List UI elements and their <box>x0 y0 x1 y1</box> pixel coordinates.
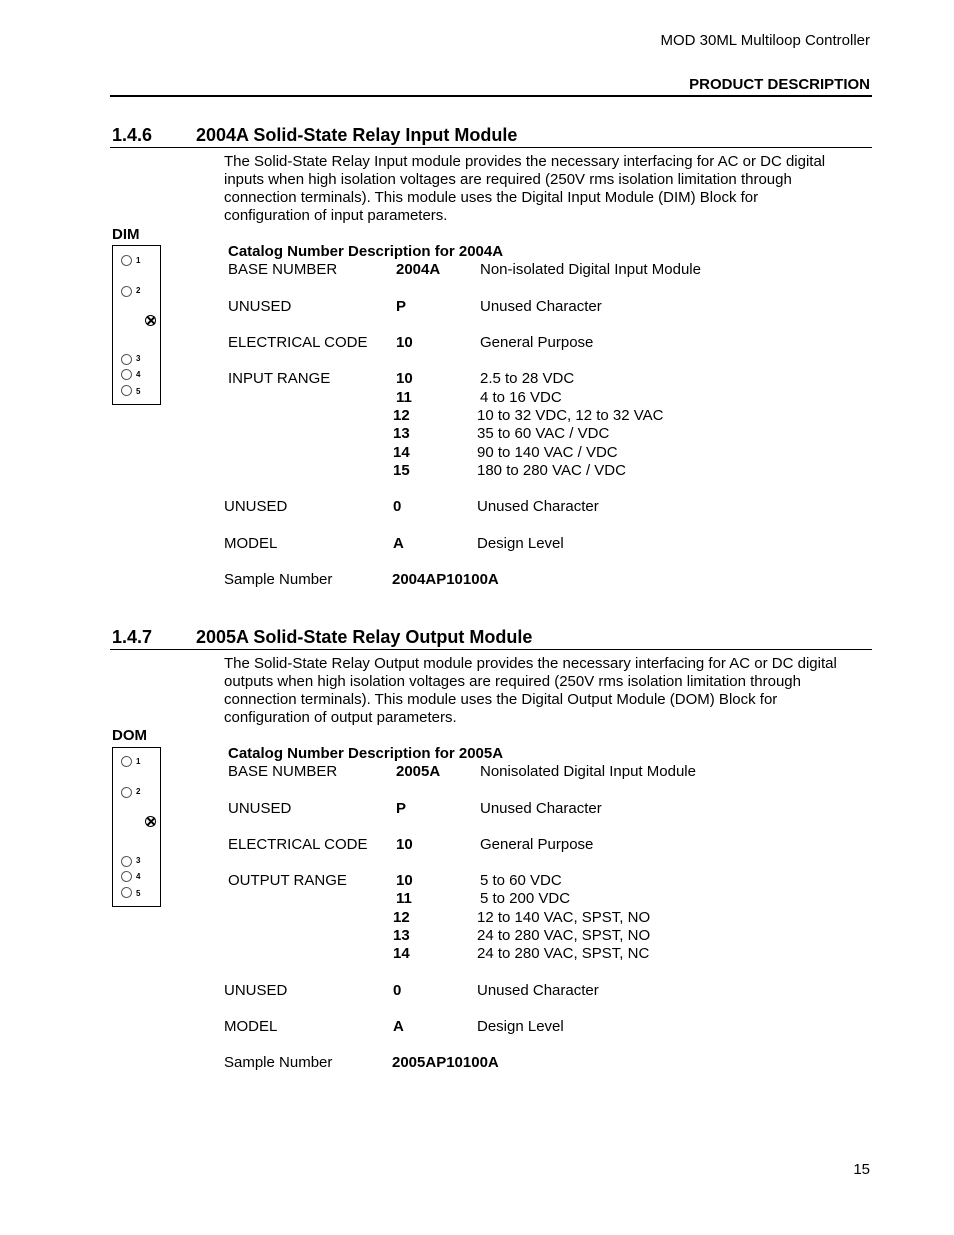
range-code: 10 <box>396 370 413 387</box>
catalog-code-base: 2005A <box>396 763 441 780</box>
catalog-code-unused: P <box>396 298 407 315</box>
page-number: 15 <box>853 1161 870 1178</box>
description-line: The Solid-State Relay Input module provides the necessary interfacing for AC or DC digital <box>224 153 826 170</box>
range-code: 11 <box>396 890 412 907</box>
range-desc: 24 to 280 VAC, SPST, NO <box>477 927 651 944</box>
description-line: connection terminals). This module uses the Digital Output Module (DOM) Block for <box>224 691 778 708</box>
catalog-label-model: MODEL <box>224 1018 278 1035</box>
terminal-number: 4 <box>136 370 141 379</box>
catalog-desc-model: Design Level <box>477 1018 564 1035</box>
sample-number-label: Sample Number <box>224 571 333 588</box>
range-desc: 5 to 60 VDC <box>480 872 562 889</box>
range-code: 14 <box>393 444 410 461</box>
range-code: 14 <box>393 945 410 962</box>
terminal-number: 1 <box>136 757 141 766</box>
terminal-circle-icon <box>121 286 132 297</box>
catalog-label-electrical: ELECTRICAL CODE <box>228 334 368 351</box>
description-line: inputs when high isolation voltages are required (250V rms isolation limitation through <box>224 171 792 188</box>
catalog-desc-electrical: General Purpose <box>480 836 594 853</box>
range-desc: 2.5 to 28 VDC <box>480 370 575 387</box>
terminal-number: 2 <box>136 787 141 796</box>
terminal-number: 2 <box>136 286 141 295</box>
terminal-diagram <box>112 245 161 405</box>
catalog-label-unused: UNUSED <box>228 298 292 315</box>
catalog-heading: Catalog Number Description for 2005A <box>228 745 504 762</box>
catalog-label-range: INPUT RANGE <box>228 370 331 387</box>
catalog-code-model: A <box>393 1018 404 1035</box>
catalog-code-unused: 0 <box>393 498 402 515</box>
document-title: MOD 30ML Multiloop Controller <box>660 32 870 49</box>
terminal-number: 1 <box>136 256 141 265</box>
terminal-number: 3 <box>136 354 141 363</box>
range-code: 12 <box>393 407 410 424</box>
description-line: configuration of output parameters. <box>224 709 457 726</box>
range-desc: 180 to 280 VAC / VDC <box>477 462 626 479</box>
catalog-desc-model: Design Level <box>477 535 564 552</box>
range-desc: 90 to 140 VAC / VDC <box>477 444 618 461</box>
range-code: 15 <box>393 462 410 479</box>
section-title: 2005A Solid-State Relay Output Module <box>196 627 533 647</box>
range-code: 10 <box>396 872 413 889</box>
catalog-label-base: BASE NUMBER <box>228 763 338 780</box>
unused-terminal-x-icon <box>145 315 156 326</box>
range-code: 12 <box>393 909 410 926</box>
description-line: The Solid-State Relay Output module provides the necessary interfacing for AC or DC digital <box>224 655 837 672</box>
description-line: outputs when high isolation voltages are required (250V rms isolation limitation through <box>224 673 801 690</box>
section-number: 1.4.7 <box>112 627 153 647</box>
module-label: DOM <box>112 727 147 744</box>
catalog-desc-unused: Unused Character <box>480 800 602 817</box>
terminal-diagram <box>112 747 161 907</box>
module-label: DIM <box>112 226 140 243</box>
terminal-circle-icon <box>121 354 132 365</box>
catalog-desc-base: Non-isolated Digital Input Module <box>480 261 701 278</box>
catalog-desc-base: Nonisolated Digital Input Module <box>480 763 696 780</box>
terminal-number: 3 <box>136 856 141 865</box>
terminal-circle-icon <box>121 887 132 898</box>
catalog-label-unused: UNUSED <box>224 982 288 999</box>
section-description <box>224 153 825 225</box>
range-desc: 10 to 32 VDC, 12 to 32 VAC <box>477 407 664 424</box>
catalog-desc-electrical: General Purpose <box>480 334 594 351</box>
catalog-code-model: A <box>393 535 404 552</box>
catalog-desc-unused: Unused Character <box>477 498 599 515</box>
section-header: PRODUCT DESCRIPTION <box>689 76 870 93</box>
catalog-heading: Catalog Number Description for 2004A <box>228 243 504 260</box>
section-rule <box>110 147 872 148</box>
terminal-circle-icon <box>121 756 132 767</box>
header-rule <box>110 95 872 97</box>
terminal-circle-icon <box>121 787 132 798</box>
terminal-circle-icon <box>121 856 132 867</box>
catalog-label-model: MODEL <box>224 535 278 552</box>
sample-number-label: Sample Number <box>224 1054 333 1071</box>
sample-number-value: 2005AP10100A <box>392 1054 499 1071</box>
catalog-label-unused: UNUSED <box>228 800 292 817</box>
range-desc: 35 to 60 VAC / VDC <box>477 425 610 442</box>
range-desc: 12 to 140 VAC, SPST, NO <box>477 909 651 926</box>
range-code: 11 <box>396 389 412 406</box>
catalog-desc-unused: Unused Character <box>480 298 602 315</box>
description-line: configuration of input parameters. <box>224 207 448 224</box>
catalog-label-unused: UNUSED <box>224 498 288 515</box>
terminal-circle-icon <box>121 385 132 396</box>
range-code: 13 <box>393 927 410 944</box>
terminal-circle-icon <box>121 255 132 266</box>
terminal-number: 4 <box>136 872 141 881</box>
catalog-label-base: BASE NUMBER <box>228 261 338 278</box>
catalog-code-electrical: 10 <box>396 836 413 853</box>
terminal-circle-icon <box>121 369 132 380</box>
unused-terminal-x-icon <box>145 816 156 827</box>
terminal-number: 5 <box>136 889 141 898</box>
terminal-circle-icon <box>121 871 132 882</box>
catalog-label-range: OUTPUT RANGE <box>228 872 347 889</box>
range-code: 13 <box>393 425 410 442</box>
section-number: 1.4.6 <box>112 125 153 145</box>
catalog-code-unused: P <box>396 800 407 817</box>
sample-number-value: 2004AP10100A <box>392 571 499 588</box>
terminal-number: 5 <box>136 387 141 396</box>
range-desc: 24 to 280 VAC, SPST, NC <box>477 945 650 962</box>
catalog-code-electrical: 10 <box>396 334 413 351</box>
section-description <box>224 655 837 727</box>
range-desc: 4 to 16 VDC <box>480 389 562 406</box>
catalog-desc-unused: Unused Character <box>477 982 599 999</box>
range-desc: 5 to 200 VDC <box>480 890 571 907</box>
catalog-code-base: 2004A <box>396 261 441 278</box>
section-rule <box>110 649 872 650</box>
catalog-code-unused: 0 <box>393 982 402 999</box>
section-title: 2004A Solid-State Relay Input Module <box>196 125 518 145</box>
description-line: connection terminals). This module uses the Digital Input Module (DIM) Block for <box>224 189 759 206</box>
catalog-label-electrical: ELECTRICAL CODE <box>228 836 368 853</box>
